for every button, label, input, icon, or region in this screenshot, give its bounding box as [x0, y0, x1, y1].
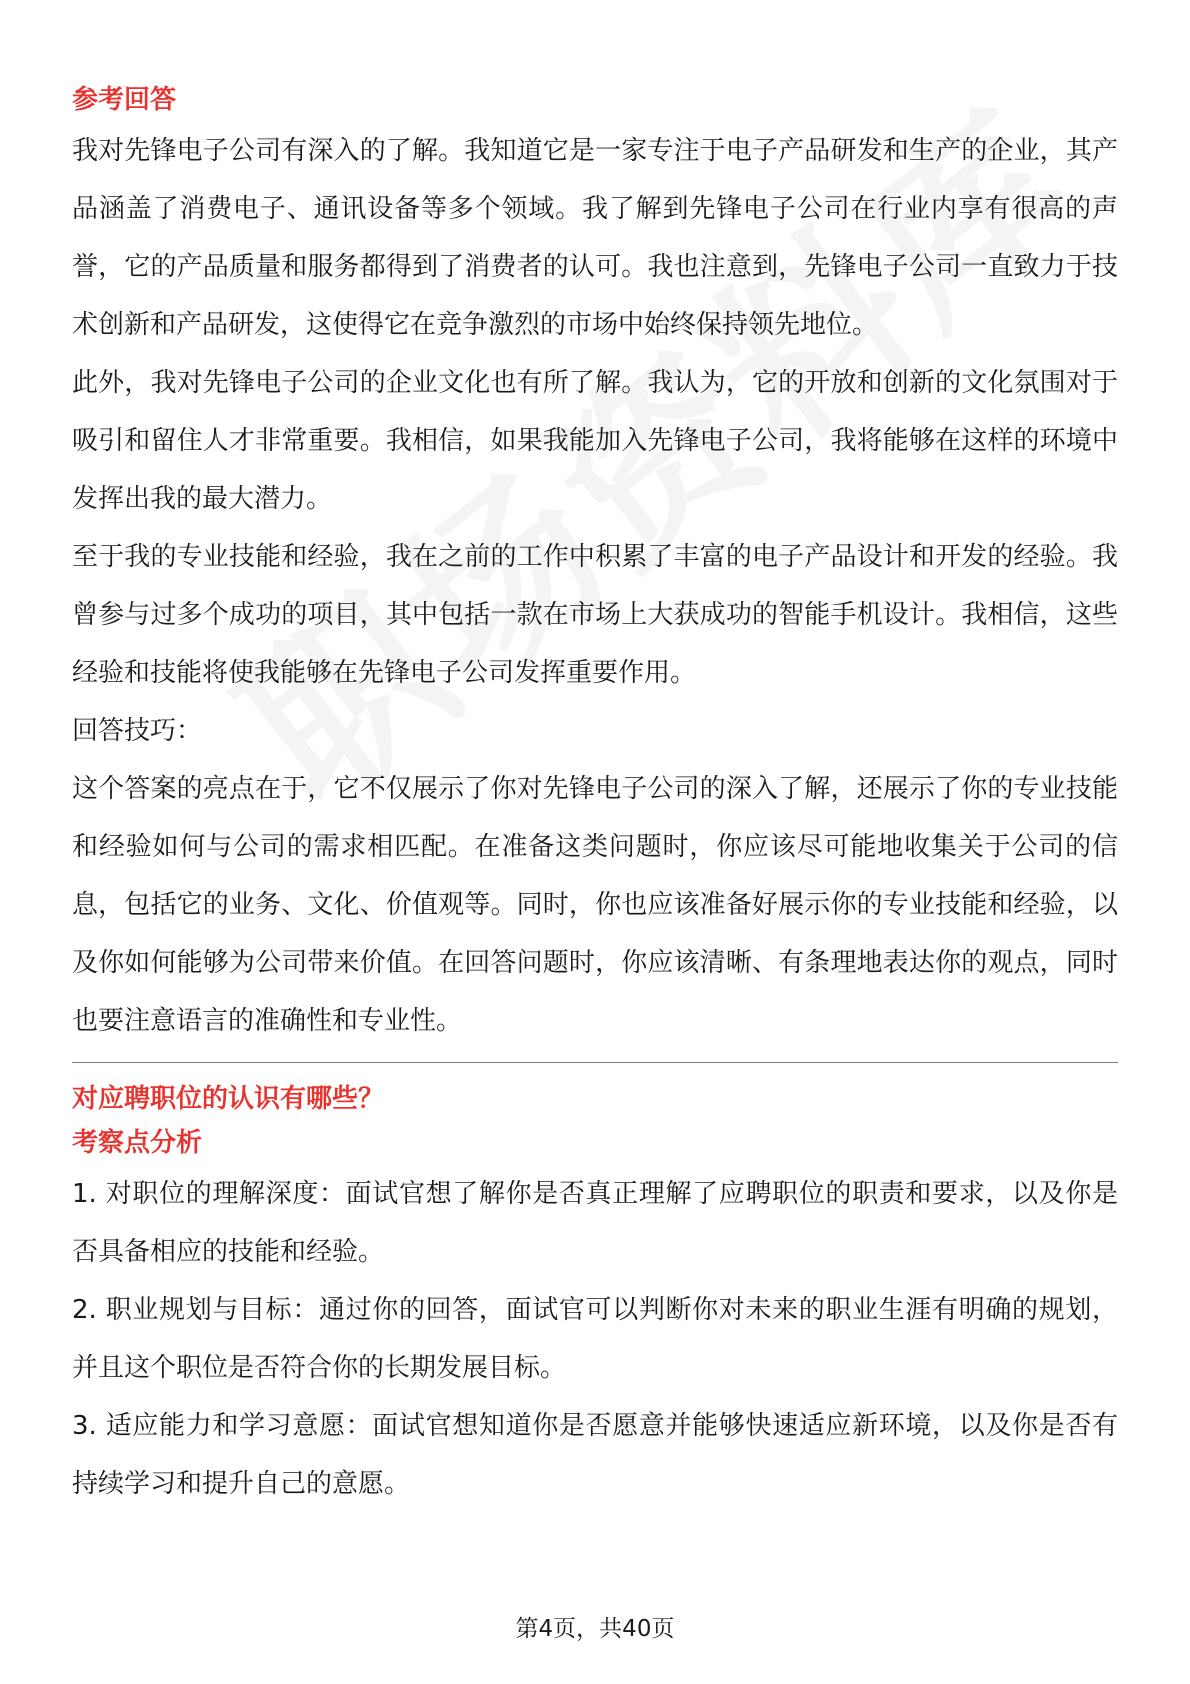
- answer-paragraph-1: 我对先锋电子公司有深入的了解。我知道它是一家专注于电子产品研发和生产的企业，其产品涵盖了消费电子、通讯设备等多个领域。我了解到先锋电子公司在行业内享有很高的声誉，它的产品质量和服务都得到了消费者的认可。我也注意到，先锋电子公司一直致力于技术创新和产品研发，这使得它在竞争激烈的市场中始终保持领先地位。: [72, 136, 1118, 340]
- question-heading: 对应聘职位的认识有哪些？: [72, 1084, 385, 1114]
- answer-paragraph-2: 此外，我对先锋电子公司的企业文化也有所了解。我认为，它的开放和创新的文化氛围对于吸引和留住人才非常重要。我相信，如果我能加入先锋电子公司，我将能够在这样的环境中发挥出我的最大潜力。: [72, 368, 1118, 514]
- answer-paragraph-3: 至于我的专业技能和经验，我在之前的工作中积累了丰富的电子产品设计和开发的经验。我曾参与过多个成功的项目，其中包括一款在市场上大获成功的智能手机设计。我相信，这些经验和技能将使我能够在先锋电子公司发挥重要作用。: [72, 542, 1118, 688]
- tips-paragraph: 这个答案的亮点在于，它不仅展示了你对先锋电子公司的深入了解，还展示了你的专业技能和经验如何与公司的需求相匹配。在准备这类问题时，你应该尽可能地收集关于公司的信息，包括它的业务、文化、价值观等。同时，你也应该准备好展示你的专业技能和经验，以及你如何能够为公司带来价值。在回答问题时，你应该清晰、有条理地表达你的观点，同时也要注意语言的准确性和专业性。: [72, 774, 1118, 1036]
- analysis-point-1: 1. 对职位的理解深度：面试官想了解你是否真正理解了应聘职位的职责和要求，以及你是否具备相应的技能和经验。: [72, 1179, 1118, 1267]
- tips-label: 回答技巧：: [72, 716, 203, 746]
- page-content: [72, 78, 1118, 1513]
- analysis-point-2: 2. 职业规划与目标：通过你的回答，面试官可以判断你对未来的职业生涯有明确的规划，并且这个职位是否符合你的长期发展目标。: [72, 1295, 1118, 1383]
- page-footer: 第4页，共40页: [515, 1616, 675, 1642]
- analysis-point-3: 3. 适应能力和学习意愿：面试官想知道你是否愿意并能够快速适应新环境，以及你是否有持续学习和提升自己的意愿。: [72, 1411, 1118, 1499]
- analysis-heading: 考察点分析: [72, 1128, 203, 1158]
- reference-answer-heading: 参考回答: [72, 85, 177, 115]
- section-divider: [72, 1062, 1118, 1063]
